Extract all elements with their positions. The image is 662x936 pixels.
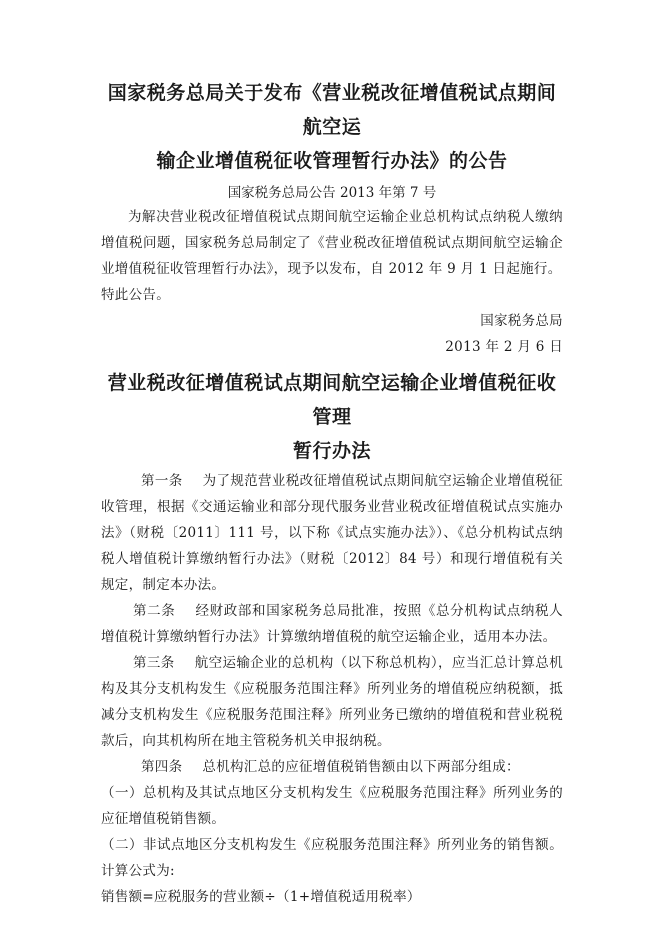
article-4-text: 总机构汇总的应征增值税销售额由以下两部分组成： xyxy=(202,759,520,775)
notice-date: 2013 年 2 月 6 日 xyxy=(445,339,563,355)
article-2-text: 经财政部和国家税务总局批准，按照《总分机构试点纳税人增值税计算缴纳暂行办法》计算缴纳增值税的航空运输企业，适用本办法。 xyxy=(101,603,563,645)
notice-closing: 特此公告。 xyxy=(101,287,170,303)
article-4-item-2: （二）非试点地区分支机构发生《应税服务范围注释》所列业务的销售额。计算公式为: xyxy=(101,837,563,879)
measures-title-line1: 营业税改征增值税试点期间航空运输企业增值税征收管理 xyxy=(107,372,557,428)
notice-body: 为解决营业税改征增值税试点期间航空运输企业总机构试点纳税人缴纳增值税问题，国家税务总局制定了《营业税改征增值税试点期间航空运输企业增值税征收管理暂行办法》，现予以发布，自 2012 年 9 月 1 日起施行。 xyxy=(101,209,563,277)
notice-title-line2: 输企业增值税征收管理暂行办法》的公告 xyxy=(156,150,508,172)
article-4 xyxy=(101,754,563,780)
article-4-item-1: （一）总机构及其试点地区分支机构发生《应税服务范围注释》所列业务的应征增值税销售额。 xyxy=(101,785,563,827)
notice-title-line1: 国家税务总局关于发布《营业税改征增值税试点期间航空运 xyxy=(107,82,557,138)
sales-formula: 销售额=应税服务的营业额÷（1+增值税适用税率） xyxy=(101,889,421,905)
article-1 xyxy=(101,468,563,598)
article-2-label: 第二条 xyxy=(133,603,176,619)
notice-issuer: 国家税务总局 xyxy=(480,313,563,329)
article-3-text: 航空运输企业的总机构（以下称总机构），应当汇总计算总机构及其分支机构发生《应税服务范围注释》所列业务的增值税应纳税额，抵减分支机构发生《应税服务范围注释》所列业务已缴纳的增值税和营业税税款后，向其机构所在地主管税务机关申报纳税。 xyxy=(101,655,563,749)
article-1-label: 第一条 xyxy=(141,473,183,489)
article-3-label: 第三条 xyxy=(133,655,175,671)
article-2 xyxy=(101,598,563,650)
article-1-text: 为了规范营业税改征增值税试点期间航空运输企业增值税征收管理，根据《交通运输业和部分现代服务业营业税改征增值税试点实施办法》（财税〔2011〕111 号，以下称《试点实施办法》）、《总分机构试点纳税人增值税计算缴纳暂行办法》（财税〔2012〕84 号）和现行增值税有关规定，制定本办法。 xyxy=(101,473,563,593)
article-3 xyxy=(101,650,563,754)
measures-title-line2: 暂行办法 xyxy=(292,440,371,462)
notice-number: 国家税务总局公告 2013 年第 7 号 xyxy=(227,185,437,201)
article-4-label: 第四条 xyxy=(141,759,183,775)
document-content xyxy=(101,76,563,910)
